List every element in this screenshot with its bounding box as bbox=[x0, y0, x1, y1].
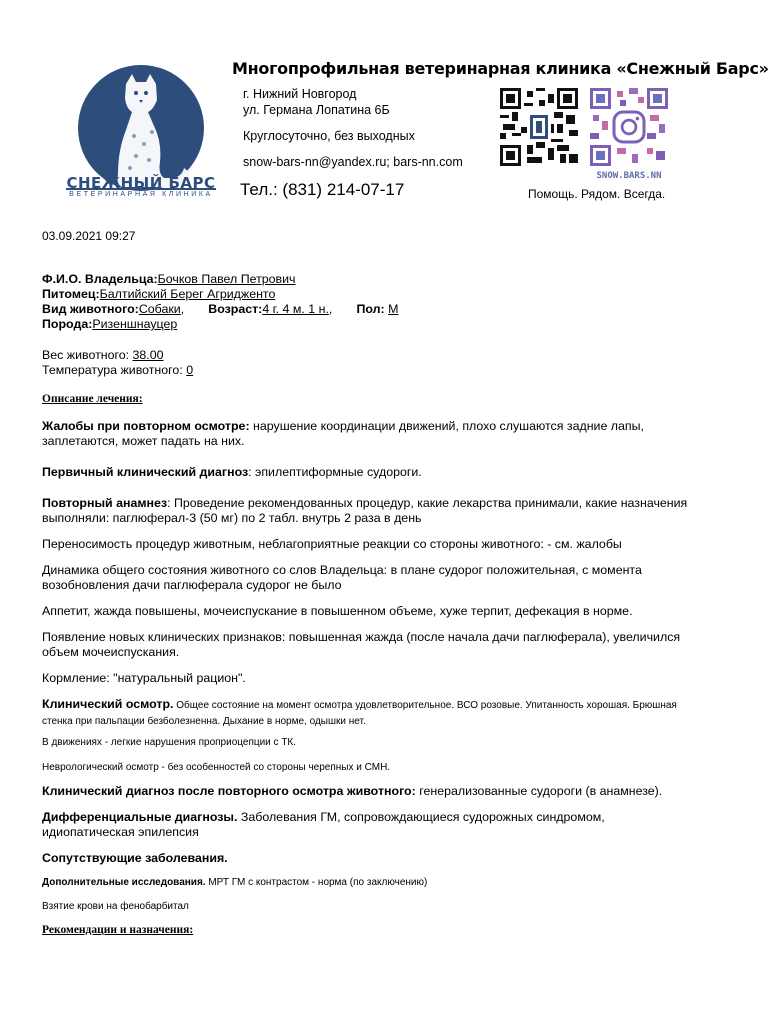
sex-value: М bbox=[388, 302, 399, 316]
extra-studies-paragraph: Дополнительные исследования. МРТ ГМ с контрастом - норма (по заключению) bbox=[42, 877, 428, 888]
neuro-paragraph: Неврологический осмотр - без особенностей со стороны черепных и СМН. bbox=[42, 762, 391, 773]
complaints-paragraph: Жалобы при повторном осмотре: нарушение координации движений, плохо слушаются задние лапы, заплетаются, может падать на них. bbox=[42, 419, 644, 448]
breed-line: Порода:Ризеншнауцер bbox=[42, 317, 178, 331]
clinical-diagnosis-paragraph: Клинический диагноз после повторного осмотра животного: генерализованные судороги (в анамнезе). bbox=[42, 784, 663, 798]
temperature-value: 0 bbox=[186, 363, 194, 377]
instagram-qr-code[interactable] bbox=[590, 88, 668, 166]
primary-diagnosis-paragraph: Первичный клинический диагноз: эпилептиформные судороги. bbox=[42, 465, 422, 479]
new-signs-paragraph: Появление новых клинических признаков: повышенная жажда (после начала дачи паглюферала), увеличился объем мочеиспускания. bbox=[42, 630, 681, 659]
logo-subtitle: ВЕТЕРИНАРНАЯ КЛИНИКА bbox=[69, 191, 213, 198]
clinic-hours: Круглосуточно, без выходных bbox=[243, 129, 415, 143]
logo-name: СНЕЖНЫЙ БАРС bbox=[66, 174, 216, 192]
owner-name: Бочков Павел Петрович bbox=[157, 272, 296, 286]
clinic-city: г. Нижний Новгород bbox=[243, 87, 357, 101]
treatment-section-title: Описание лечения: bbox=[42, 393, 143, 405]
record-datetime: 03.09.2021 09:27 bbox=[42, 229, 136, 243]
recommendations-title: Рекомендации и назначения: bbox=[42, 924, 194, 936]
blood-test-paragraph: Взятие крови на фенобарбитал bbox=[42, 901, 189, 912]
clinic-name: «Снежный Барс» bbox=[616, 59, 769, 78]
age-value: 4 г. 4 м. 1 н. bbox=[262, 302, 329, 316]
qr-code-icon bbox=[500, 88, 578, 166]
comorbid-heading: Сопутствующие заболевания. bbox=[42, 851, 228, 865]
species-value: Собаки bbox=[138, 302, 181, 316]
movement-paragraph: В движениях - легкие нарушения проприоцепции с ТК. bbox=[42, 737, 297, 748]
clinic-phone[interactable]: Тел.: (831) 214-07-17 bbox=[240, 180, 405, 199]
weight-line: Вес животного: 38.00 bbox=[42, 348, 164, 362]
dynamics-paragraph: Динамика общего состояния животного со слов Владельца: в плане судорог положительная, с момента возобновления дачи паглюферала судорог не было bbox=[42, 563, 642, 592]
species-line: Вид животного:Собаки, Возраст:4 г. 4 м. 1 н., Пол: М bbox=[42, 302, 399, 316]
instagram-qr-icon bbox=[590, 88, 668, 166]
clinic-address: ул. Германа Лопатина 6Б bbox=[243, 103, 390, 117]
temperature-line: Температура животного: 0 bbox=[42, 363, 194, 377]
appetite-paragraph: Аппетит, жажда повышены, мочеиспускание в повышенном объеме, хуже терпит, дефекация в норме. bbox=[42, 604, 633, 618]
clinic-contacts[interactable]: snow-bars-nn@yandex.ru; bars-nn.com bbox=[243, 155, 463, 169]
pet-name: Балтийский Берег Агридженто bbox=[99, 287, 276, 301]
clinic-slogan: Помощь. Рядом. Всегда. bbox=[528, 187, 666, 201]
pet-line: Питомец:Балтийский Берег Агридженто bbox=[42, 287, 276, 301]
tolerance-paragraph: Переносимость процедур животным, неблагоприятные реакции со стороны животного: - см. жалобы bbox=[42, 537, 622, 551]
clinic-title: Многопрофильная ветеринарная клиника «Снежный Барс» bbox=[232, 59, 769, 78]
breed-value: Ризеншнауцер bbox=[92, 317, 178, 331]
owner-line: Ф.И.О. Владельца:Бочков Павел Петрович bbox=[42, 272, 296, 286]
website-qr-code[interactable] bbox=[500, 88, 578, 166]
clinical-exam-paragraph: Клинический осмотр. Общее состояние на момент осмотра удовлетворительное. ВСО розовые. Упитанность хорошая. Брюшная стенка при пальпации безболезненна. Дыхание в норме, одышки нет. bbox=[42, 697, 677, 727]
qr-caption: SNOW.BARS.NN bbox=[596, 171, 662, 181]
anamnesis-paragraph: Повторный анамнез: Проведение рекомендованных процедур, какие лекарства принимали, какие назначения выполняли: паглюферал-3 (50 мг) по 2 табл. внутрь 2 раза в день bbox=[42, 496, 688, 525]
feeding-paragraph: Кормление: "натуральный рацион". bbox=[42, 671, 246, 685]
weight-value: 38.00 bbox=[132, 348, 164, 362]
differential-diagnosis-paragraph: Дифференциальные диагнозы. Заболевания ГМ, сопровождающиеся судорожных синдромом, идиопатическая эпилепсия bbox=[42, 810, 605, 839]
medical-record bbox=[42, 272, 692, 938]
